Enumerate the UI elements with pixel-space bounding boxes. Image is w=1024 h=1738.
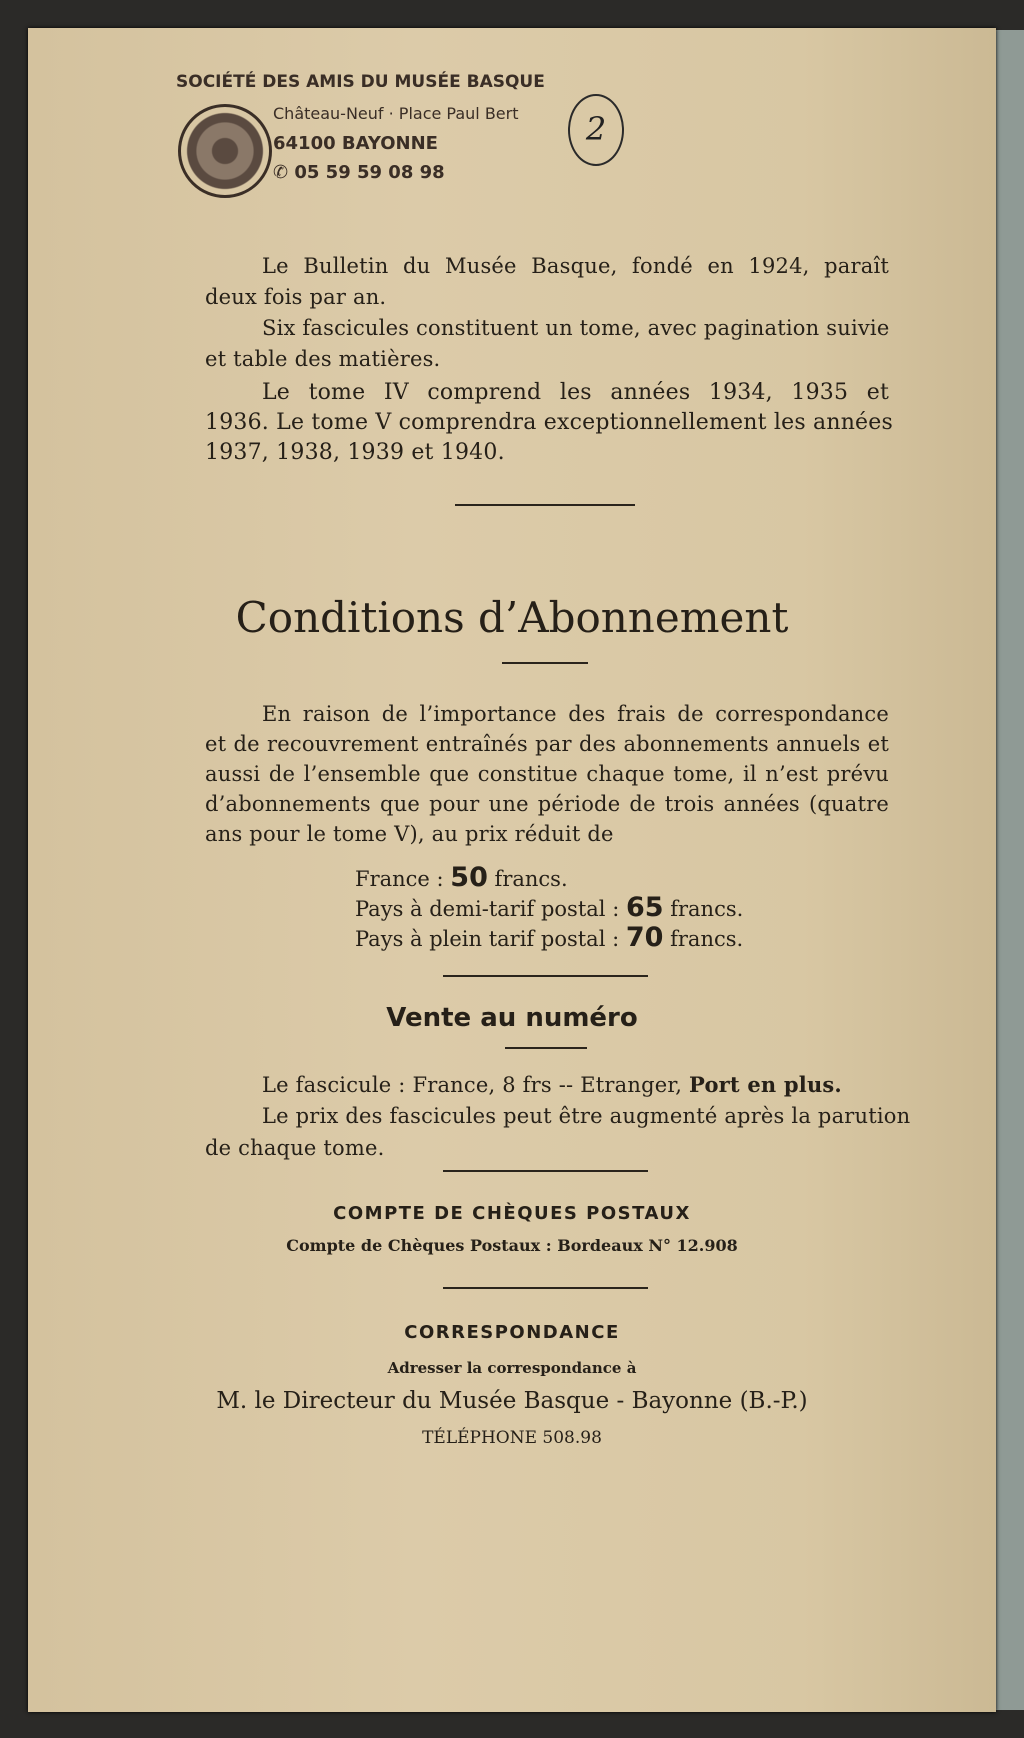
conditions-line: et de recouvrement entraînés par des abonnements annuels et	[205, 732, 889, 756]
conditions-line: ans pour le tome V), au prix réduit de	[205, 822, 614, 846]
divider	[443, 975, 648, 977]
cheques-title: COMPTE DE CHÈQUES POSTAUX	[333, 1203, 691, 1224]
correspondance-address: M. le Directeur du Musée Basque - Bayonne (B.-P.)	[216, 1388, 808, 1414]
stamp-phone: ✆ 05 59 59 08 98	[273, 162, 445, 183]
stamp-org: SOCIÉTÉ DES AMIS DU MUSÉE BASQUE	[176, 72, 545, 92]
intro-line: Le tome IV comprend les années 1934, 1935 et	[262, 380, 889, 405]
divider	[455, 504, 635, 506]
correspondance-title: CORRESPONDANCE	[404, 1322, 620, 1343]
cheques-detail: Compte de Chèques Postaux : Bordeaux N° 12.908	[286, 1236, 738, 1255]
seal-stamp-icon	[178, 104, 272, 198]
price-demi-tarif: Pays à demi-tarif postal : 65 francs.	[355, 892, 744, 923]
correspondance-line: Adresser la correspondance à	[387, 1359, 637, 1377]
vente-line: Le prix des fascicules peut être augmenté après la parution	[262, 1104, 911, 1128]
title-underline	[505, 1047, 587, 1049]
intro-line: deux fois par an.	[205, 285, 387, 309]
conditions-line: aussi de l’ensemble que constitue chaque tome, il n’est prévu	[205, 762, 889, 786]
price-plein-tarif: Pays à plein tarif postal : 70 francs.	[355, 922, 744, 953]
conditions-title: Conditions d’Abonnement	[235, 593, 789, 642]
intro-line: 1936. Le tome V comprendra exceptionnellement les années	[205, 410, 893, 435]
title-underline	[502, 662, 588, 664]
intro-line: 1937, 1938, 1939 et 1940.	[205, 440, 505, 465]
vente-title: Vente au numéro	[386, 1003, 638, 1033]
price-france: France : 50 francs.	[355, 862, 568, 893]
handwritten-page-number: 2	[568, 94, 624, 166]
stamp-city: 64100 BAYONNE	[273, 133, 438, 154]
divider	[443, 1287, 648, 1289]
intro-line: Le Bulletin du Musée Basque, fondé en 1924, paraît	[262, 254, 889, 278]
divider	[443, 1170, 648, 1172]
conditions-line: En raison de l’importance des frais de correspondance	[262, 702, 889, 726]
correspondance-phone: TÉLÉPHONE 508.98	[422, 1428, 602, 1448]
intro-line: Six fascicules constituent un tome, avec pagination suivie	[262, 316, 890, 340]
intro-line: et table des matières.	[205, 347, 441, 371]
vente-line: de chaque tome.	[205, 1136, 385, 1160]
stamp-address: Château-Neuf · Place Paul Bert	[273, 104, 519, 123]
conditions-line: d’abonnements que pour une période de trois années (quatre	[205, 792, 889, 816]
vente-line: Le fascicule : France, 8 frs -- Etranger, Port en plus.	[262, 1072, 842, 1097]
